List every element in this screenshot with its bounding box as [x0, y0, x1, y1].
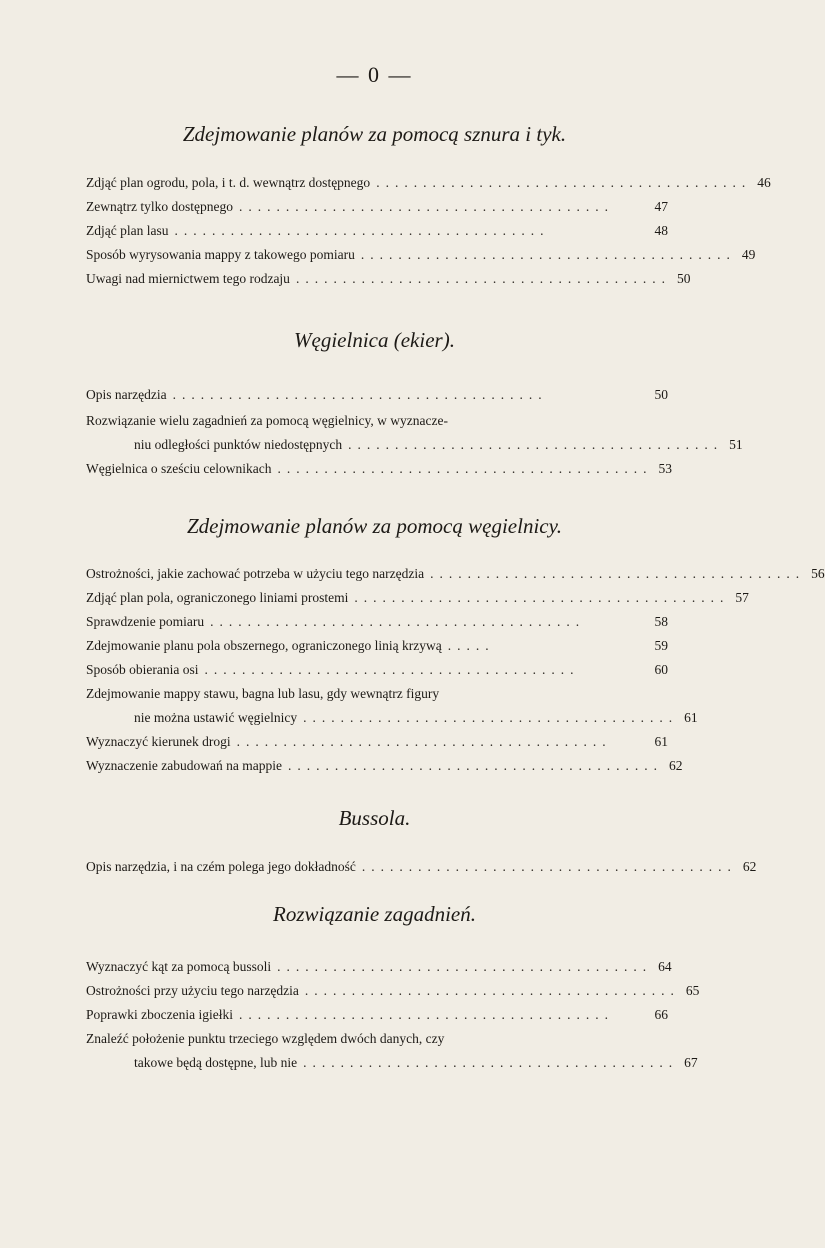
entry-page: 56 [811, 566, 825, 581]
dot-leader: ........................................ [277, 461, 653, 476]
toc-entry [86, 410, 668, 432]
entry-title-cont: takowe będą dostępne, lub nie [134, 1055, 298, 1070]
toc-entry [86, 611, 668, 633]
dot-leader: ........................................ [236, 734, 612, 749]
dot-leader: ........................................ [210, 614, 586, 629]
entry-title: Wyznaczyć kąt za pomocą bussoli [86, 959, 272, 974]
dot-leader: ........................................ [172, 387, 548, 402]
entry-title: Sposób obierania osi [86, 662, 199, 677]
entry-page: 66 [654, 1007, 668, 1022]
dot-leader: ........................................ [204, 662, 580, 677]
toc-entry [86, 1028, 668, 1050]
toc-entry [86, 956, 672, 978]
entry-page: 58 [654, 614, 668, 629]
entry-page: 53 [658, 461, 673, 476]
dot-leader: ........................................ [287, 758, 663, 773]
dot-leader: ........................................ [238, 199, 614, 214]
dot-leader: ........................................ [238, 1007, 614, 1022]
toc-entry [86, 1004, 668, 1026]
toc-entry [86, 856, 757, 878]
entry-title: Sprawdzenie pomiaru [86, 614, 205, 629]
dot-leader: ........................................ [303, 1055, 679, 1070]
toc-entry [86, 172, 771, 194]
entry-page: 60 [654, 662, 668, 677]
toc-entry [86, 587, 749, 609]
entry-title: Opis narzędzia, i na czém polega jego dokładność [86, 859, 356, 874]
entry-title: Rozwiązanie wielu zagadnień za pomocą węgielnicy, w wyznacze- [86, 413, 448, 428]
entry-page: 67 [684, 1055, 698, 1070]
entry-title-cont: nie można ustawić węgielnicy [134, 710, 298, 725]
entry-title: Wyznaczenie zabudowań na mappie [86, 758, 282, 773]
toc-entry-continuation [134, 434, 743, 456]
entry-title: Zdejmowanie mappy stawu, bagna lub lasu, gdy wewnątrz figury [86, 686, 440, 701]
entry-page: 59 [654, 638, 668, 653]
entry-title: Opis narzędzia [86, 387, 167, 402]
entry-title: Uwagi nad miernictwem tego rodzaju [86, 271, 290, 286]
section-heading: Rozwiązanie zagadnień. [273, 902, 476, 926]
entry-title: Znaleźć położenie punktu trzeciego względem dwóch danych, czy [86, 1031, 445, 1046]
toc-entry [86, 384, 668, 406]
entry-title-cont: niu odległości punktów niedostępnych [134, 437, 343, 452]
toc-entry [86, 220, 668, 242]
entry-page: 62 [668, 758, 683, 773]
entry-page: 49 [741, 247, 756, 262]
entry-page: 65 [685, 983, 700, 998]
dot-leader: ........................................ [354, 590, 730, 605]
toc-entry [86, 659, 668, 681]
dot-leader: ........................................ [360, 247, 736, 262]
dot-leader: ........................................ [277, 959, 653, 974]
entry-page: 61 [654, 734, 668, 749]
toc-entry [86, 268, 691, 290]
entry-title: Sposób wyrysowania mappy z takowego pomiaru [86, 247, 355, 262]
entry-page: 61 [684, 710, 698, 725]
dot-leader: ........................................ [361, 859, 737, 874]
entry-title: Zewnątrz tylko dostępnego [86, 199, 233, 214]
entry-page: 57 [735, 590, 749, 605]
toc-entry-continuation [134, 1052, 698, 1074]
dot-leader: ........................................ [174, 223, 550, 238]
entry-page: 51 [729, 437, 743, 452]
entry-title: Węgielnica o sześciu celownikach [86, 461, 272, 476]
entry-title: Zdjąć plan pola, ograniczonego liniami prostemi [86, 590, 349, 605]
toc-entry [86, 755, 683, 777]
dot-leader: ........................................ [295, 271, 671, 286]
toc-entry [86, 244, 756, 266]
entry-title: Wyznaczyć kierunek drogi [86, 734, 231, 749]
toc-entry [86, 980, 700, 1002]
entry-title: Zdjąć plan ogrodu, pola, i t. d. wewnątrz dostępnego [86, 175, 371, 190]
toc-entry [86, 683, 668, 705]
dot-leader: ........................................ [376, 175, 752, 190]
entry-page: 64 [658, 959, 672, 974]
entry-title: Zdjąć plan lasu [86, 223, 169, 238]
toc-entry [86, 635, 668, 657]
dot-leader: ........................................ [348, 437, 724, 452]
section-heading: Bussola. [338, 806, 411, 830]
section-heading: Węgielnica (ekier). [294, 328, 455, 352]
entry-page: 50 [654, 387, 668, 402]
toc-entry [86, 458, 673, 480]
entry-page: 47 [654, 199, 668, 214]
dot-leader: ........................................ [303, 710, 679, 725]
dot-leader: ..... [447, 638, 495, 653]
toc-entry-continuation [134, 707, 698, 729]
dot-leader: ........................................ [304, 983, 680, 998]
entry-page: 50 [676, 271, 691, 286]
entry-title: Zdejmowanie planu pola obszernego, ograniczonego linią krzywą [86, 638, 442, 653]
entry-title: Ostrożności, jakie zachować potrzeba w użyciu tego narzędzia [86, 566, 425, 581]
entry-page: 48 [654, 223, 668, 238]
page-number: — 0 — [336, 62, 413, 87]
dot-leader: ........................................ [430, 566, 806, 581]
entry-title: Poprawki zboczenia igiełki [86, 1007, 233, 1022]
entry-title: Ostrożności przy użyciu tego narzędzia [86, 983, 299, 998]
section-heading: Zdejmowanie planów za pomocą węgielnicy. [186, 514, 563, 538]
toc-entry [86, 731, 668, 753]
entry-page: 46 [757, 175, 771, 190]
section-heading: Zdejmowanie planów za pomocą sznura i tyk. [182, 122, 567, 146]
toc-entry [86, 563, 825, 585]
toc-entry [86, 196, 668, 218]
entry-page: 62 [742, 859, 757, 874]
